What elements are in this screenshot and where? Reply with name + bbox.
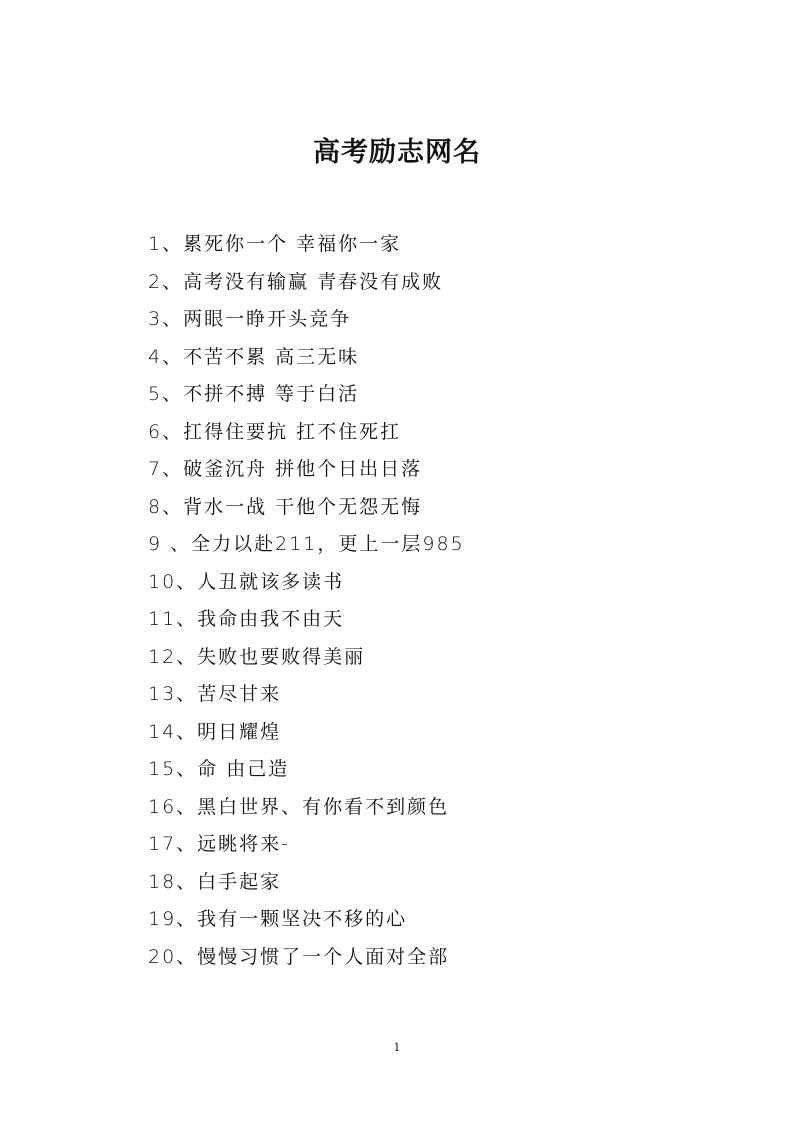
list-item: 1、累死你一个 幸福你一家 (148, 233, 402, 255)
list-item: 3、两眼一睁开头竞争 (148, 308, 352, 330)
document-title: 高考励志网名 (313, 137, 481, 168)
list-item: 9 、全力以赴211，更上一层985 (148, 533, 465, 555)
list-item: 17、远眺将来- (148, 833, 291, 855)
list-item: 15、命 由己造 (148, 758, 290, 780)
list-item: 5、不拼不搏 等于白活 (148, 383, 360, 405)
list-item: 6、扛得住要抗 扛不住死扛 (148, 420, 402, 443)
list-item: 19、我有一颗坚决不移的心 (148, 908, 408, 930)
list-item: 12、失败也要败得美丽 (148, 645, 366, 668)
list-item: 18、白手起家 (148, 870, 282, 893)
list-item: 7、破釜沉舟 拼他个日出日落 (148, 458, 423, 480)
list-item: 4、不苦不累 高三无味 (148, 345, 360, 368)
list-item: 11、我命由我不由天 (148, 608, 345, 630)
nickname-list (148, 228, 748, 978)
list-item: 20、慢慢习惯了一个人面对全部 (148, 945, 450, 968)
list-item: 2、高考没有输赢 青春没有成败 (148, 270, 444, 293)
list-item: 13、苦尽甘来 (148, 683, 282, 705)
page-number: 1 (393, 1041, 401, 1054)
list-item: 10、人丑就该多读书 (148, 570, 345, 593)
list-item: 16、黑白世界、有你看不到颜色 (148, 795, 450, 818)
list-item: 8、背水一战 干他个无怨无悔 (148, 495, 423, 518)
list-item: 14、明日耀煌 (148, 720, 282, 743)
